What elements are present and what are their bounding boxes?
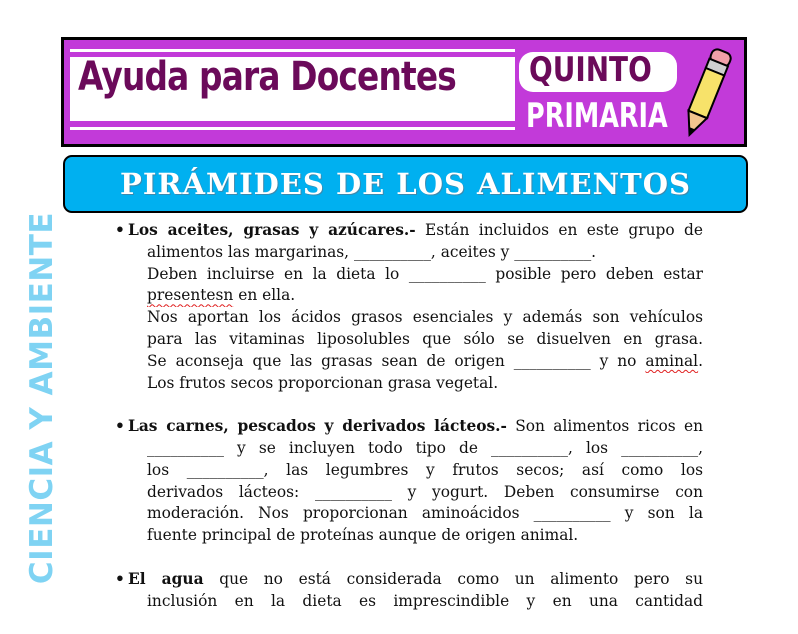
header-banner: [61, 37, 747, 147]
text-line: en ella.: [233, 286, 296, 305]
text-line: alimentos las margarinas, __________, aceites y __________.: [147, 242, 597, 261]
bullet-icon: •: [115, 569, 125, 588]
bullet-icon: •: [115, 221, 125, 239]
section-heading: El agua: [128, 569, 204, 588]
banner-stripe: [70, 49, 515, 52]
worksheet-content: [115, 220, 703, 634]
text-line: Se aconseja que las grasas sean de origen __________ y no: [147, 351, 646, 370]
banner-stripe: [70, 127, 515, 130]
grade-label-quinto: QUINTO: [529, 50, 652, 90]
text-line: Nos aportan los ácidos grasos esenciales y además son vehículos: [147, 308, 703, 327]
text-line: moderación. Nos proporcionan aminoácidos __________ y son la: [147, 504, 703, 523]
bullet-icon: •: [115, 417, 125, 436]
text-line: Son alimentos ricos en: [515, 417, 703, 436]
text-line: fuente principal de proteínas aunque de origen animal.: [147, 526, 579, 545]
section-heading: Las carnes, pescados y derivados lácteos.-: [128, 417, 507, 436]
text-line: Deben incluirse en la dieta lo __________ posible pero deben estar: [147, 264, 703, 283]
page-title: PIRÁMIDES DE LOS ALIMENTOS: [120, 167, 691, 201]
text-line: __________ y se incluyen todo tipo de __________, los __________,: [147, 438, 703, 457]
misspelled-word[interactable]: aminal: [645, 351, 699, 370]
brand-logo-text: Ayuda para Docentes: [78, 54, 456, 100]
text-line: para las vitaminas liposolubles que sólo se disuelven en grasa.: [147, 329, 703, 348]
pencil-icon: [676, 44, 736, 144]
text-line: Están incluidos en este grupo de: [425, 221, 703, 239]
text-line: .: [698, 351, 703, 370]
section-aceites: [115, 220, 703, 394]
text-line: Los frutos secos proporcionan grasa vegetal.: [147, 373, 499, 392]
text-line: los __________, las legumbres y frutos secos; así como los: [147, 460, 703, 479]
text-line: que no está considerada como un alimento pero su: [219, 569, 703, 588]
title-banner: [63, 155, 748, 213]
section-heading: Los aceites, grasas y azúcares.-: [128, 221, 416, 239]
subject-side-label: CIENCIA Y AMBIENTE: [24, 211, 60, 585]
text-line: derivados lácteos: __________ y yogurt. Deben consumirse con: [147, 482, 703, 501]
grade-label-primaria: PRIMARIA: [526, 96, 668, 136]
text-line: inclusión en la dieta es imprescindible y en una cantidad: [147, 591, 703, 610]
misspelled-word[interactable]: presentesn: [147, 286, 234, 305]
section-carnes: [115, 416, 703, 547]
section-agua: [115, 569, 703, 613]
